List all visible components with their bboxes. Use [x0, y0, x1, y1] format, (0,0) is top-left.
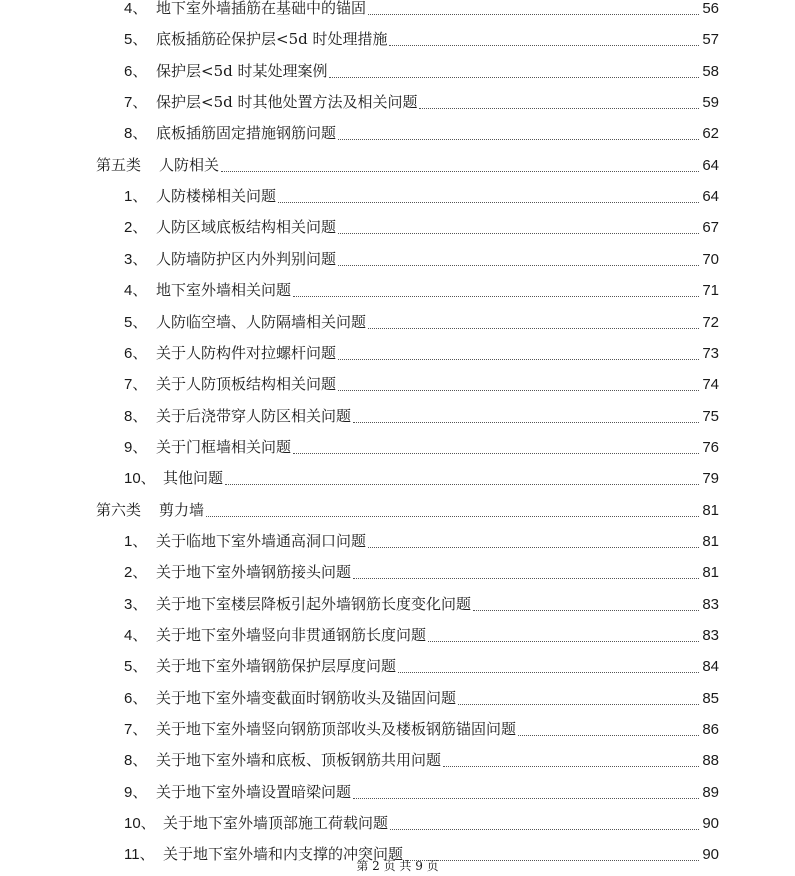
toc-entry-number: 11、 [124, 846, 155, 863]
toc-section-label: 第五类 [96, 156, 142, 174]
toc-dot-leader [389, 45, 699, 46]
toc-section-label: 第六类 [96, 501, 142, 519]
toc-entry-title: 关于地下室外墙设置暗梁问题 [156, 783, 352, 801]
toc-page-number: 76 [702, 439, 719, 456]
toc-dot-leader [368, 547, 699, 548]
toc-entry-title: 地下室外墙相关问题 [156, 281, 292, 299]
toc-entry-title: 保护层<5d 时某处理案例 [156, 62, 328, 80]
toc-entry-number: 2、 [124, 564, 148, 581]
toc-entry-title: 关于地下室外墙竖向钢筋顶部收头及楼板钢筋锚固问题 [156, 720, 517, 738]
toc-entry[interactable] [0, 651, 795, 682]
toc-entry-title: 保护层<5d 时其他处置方法及相关问题 [156, 93, 418, 111]
toc-page-number: 81 [702, 564, 719, 581]
toc-page-number: 73 [702, 345, 719, 362]
toc-dot-leader [390, 829, 699, 830]
toc-entry[interactable] [0, 557, 795, 588]
toc-entry-number: 7、 [124, 94, 148, 111]
toc-entry-number: 4、 [124, 282, 148, 299]
toc-page-number: 90 [702, 815, 719, 832]
toc-entry-number: 9、 [124, 784, 148, 801]
toc-entry-number: 6、 [124, 345, 148, 362]
toc-entry-number: 1、 [124, 533, 148, 550]
toc-dot-leader [518, 735, 699, 736]
toc-entry[interactable] [0, 777, 795, 808]
toc-page-number: 90 [702, 846, 719, 863]
toc-entry-title: 关于地下室外墙钢筋保护层厚度问题 [156, 657, 397, 675]
page-footer: 第 2 页 共 9 页 [356, 859, 439, 873]
toc-page-number: 58 [702, 63, 719, 80]
toc-entry[interactable] [0, 401, 795, 432]
toc-entry-title: 关于后浇带穿人防区相关问题 [156, 407, 352, 425]
toc-entry[interactable] [0, 620, 795, 651]
toc-entry[interactable] [0, 181, 795, 212]
toc-page-number: 71 [702, 282, 719, 299]
toc-entry[interactable] [0, 714, 795, 745]
toc-dot-leader [443, 766, 699, 767]
toc-entry-title: 人防楼梯相关问题 [156, 187, 277, 205]
toc-entry[interactable] [0, 369, 795, 400]
toc-page-number: 83 [702, 596, 719, 613]
toc-dot-leader [353, 578, 699, 579]
toc-dot-leader [473, 610, 699, 611]
toc-dot-leader [206, 516, 699, 517]
toc-entry-title: 关于地下室外墙钢筋接头问题 [156, 563, 352, 581]
toc-page-number: 56 [702, 0, 719, 17]
toc-page-number: 67 [702, 219, 719, 236]
toc-dot-leader [329, 77, 699, 78]
toc-entry-number: 3、 [124, 251, 148, 268]
toc-page-number: 64 [702, 157, 719, 174]
toc-entry-number: 5、 [124, 658, 148, 675]
toc-dot-leader [338, 233, 699, 234]
toc-entry-title: 关于地下室楼层降板引起外墙钢筋长度变化问题 [156, 595, 472, 613]
toc-entry-title: 底板插筋砼保护层<5d 时处理措施 [156, 30, 388, 48]
toc-entry-title: 关于门框墙相关问题 [156, 438, 292, 456]
toc-page-number: 74 [702, 376, 719, 393]
toc-entry-number: 5、 [124, 314, 148, 331]
toc-page-number: 89 [702, 784, 719, 801]
toc-page-number: 84 [702, 658, 719, 675]
toc-dot-leader [368, 14, 699, 15]
toc-dot-leader [293, 453, 699, 454]
toc-page-number: 83 [702, 627, 719, 644]
toc-entry-title: 地下室外墙插筋在基础中的锚固 [156, 0, 367, 17]
toc-section[interactable] [0, 150, 795, 181]
toc-entry-title: 人防区域底板结构相关问题 [156, 218, 337, 236]
toc-entry[interactable] [0, 118, 795, 149]
toc-dot-leader [353, 798, 699, 799]
toc-dot-leader [221, 171, 699, 172]
toc-entry-title: 剪力墙 [159, 501, 205, 519]
toc-page-number: 81 [702, 502, 719, 519]
toc-entry-number: 8、 [124, 408, 148, 425]
toc-entry-title: 关于地下室外墙和底板、顶板钢筋共用问题 [156, 751, 442, 769]
toc-entry-number: 3、 [124, 596, 148, 613]
toc-page-number: 86 [702, 721, 719, 738]
toc-entry-title: 关于人防顶板结构相关问题 [156, 375, 337, 393]
toc-entry-number: 2、 [124, 219, 148, 236]
toc-entry[interactable] [0, 683, 795, 714]
toc-entry-number: 6、 [124, 63, 148, 80]
toc-entry-number: 6、 [124, 690, 148, 707]
toc-dot-leader [278, 202, 699, 203]
toc-dot-leader [353, 422, 699, 423]
toc-entry-title: 关于临地下室外墙通高洞口问题 [156, 532, 367, 550]
toc-page-number: 81 [702, 533, 719, 550]
toc-entry-number: 10、 [124, 815, 156, 832]
toc-entry[interactable] [0, 244, 795, 275]
toc-entry-title: 人防墙防护区内外判别问题 [156, 250, 337, 268]
toc-section[interactable] [0, 495, 795, 526]
toc-page-number: 79 [702, 470, 719, 487]
toc-dot-leader [338, 139, 699, 140]
toc-dot-leader [293, 296, 699, 297]
toc-dot-leader [338, 265, 699, 266]
toc-entry[interactable] [0, 432, 795, 463]
toc-entry[interactable] [0, 87, 795, 118]
toc-page-number: 72 [702, 314, 719, 331]
toc-entry-number: 7、 [124, 376, 148, 393]
toc-entry[interactable] [0, 589, 795, 620]
toc-entry[interactable] [0, 808, 795, 839]
toc-entry-number: 7、 [124, 721, 148, 738]
toc-dot-leader [458, 704, 699, 705]
toc-dot-leader [428, 641, 699, 642]
toc-entry-number: 10、 [124, 470, 156, 487]
toc-entry[interactable] [0, 463, 795, 494]
toc-entry-number: 8、 [124, 752, 148, 769]
toc-entry[interactable] [0, 24, 795, 55]
toc-dot-leader [398, 672, 699, 673]
toc-dot-leader [225, 484, 699, 485]
toc-entry-title: 关于地下室外墙和内支撑的冲突问题 [163, 845, 404, 863]
toc-page-number: 64 [702, 188, 719, 205]
toc-entry-title: 关于人防构件对拉螺杆问题 [156, 344, 337, 362]
toc-entry-title: 其他问题 [163, 469, 224, 487]
toc-entry[interactable] [0, 307, 795, 338]
toc-dot-leader [338, 390, 699, 391]
toc-entry[interactable] [0, 212, 795, 243]
toc-entry[interactable] [0, 745, 795, 776]
toc-entry-title: 人防临空墙、人防隔墙相关问题 [156, 313, 367, 331]
toc-entry-title: 关于地下室外墙竖向非贯通钢筋长度问题 [156, 626, 427, 644]
toc-entry-number: 8、 [124, 125, 148, 142]
toc-page-number: 59 [702, 94, 719, 111]
toc-entry-number: 5、 [124, 31, 148, 48]
toc-dot-leader [419, 108, 699, 109]
toc-dot-leader [368, 328, 699, 329]
toc-entry-title: 底板插筋固定措施钢筋问题 [156, 124, 337, 142]
toc-page-number: 75 [702, 408, 719, 425]
toc-page-number: 57 [702, 31, 719, 48]
toc-page-number: 85 [702, 690, 719, 707]
toc-entry[interactable] [0, 338, 795, 369]
toc-entry-number: 4、 [124, 627, 148, 644]
toc-entry[interactable] [0, 526, 795, 557]
toc-page-number: 88 [702, 752, 719, 769]
toc-entry-number: 1、 [124, 188, 148, 205]
toc-entry[interactable] [0, 275, 795, 306]
toc-entry-number: 4、 [124, 0, 148, 17]
toc-entry-title: 关于地下室外墙顶部施工荷载问题 [163, 814, 389, 832]
toc-entry[interactable] [0, 56, 795, 87]
toc-entry-title: 关于地下室外墙变截面时钢筋收头及锚固问题 [156, 689, 457, 707]
toc-entry-title: 人防相关 [159, 156, 220, 174]
toc-page-number: 62 [702, 125, 719, 142]
toc-page-number: 70 [702, 251, 719, 268]
toc-entry-number: 9、 [124, 439, 148, 456]
toc-entry[interactable] [0, 0, 795, 24]
toc-dot-leader [338, 359, 699, 360]
